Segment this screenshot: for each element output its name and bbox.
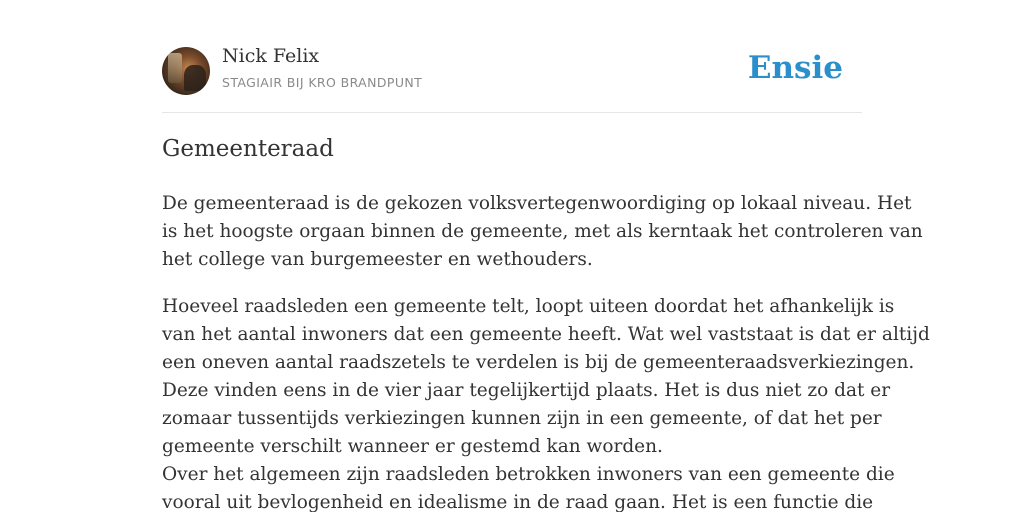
avatar-highlight: [168, 53, 182, 83]
article-title: Gemeenteraad: [162, 136, 334, 162]
author-role: STAGIAIR BIJ KRO BRANDPUNT: [222, 75, 423, 90]
ensie-logo[interactable]: Ensie: [747, 50, 843, 86]
avatar-figure: [184, 65, 206, 91]
paragraph-line: het college van burgemeester en wethouders.: [162, 249, 593, 270]
paragraph-line: van het aantal inwoners dat een gemeente heeft. Wat wel vaststaat is dat er altijd: [162, 324, 930, 345]
article-card: [162, 0, 930, 512]
author-name[interactable]: Nick Felix: [222, 45, 320, 67]
paragraph-line: Deze vinden eens in de vier jaar tegelijkertijd plaats. Het is dus niet zo dat er: [162, 380, 891, 401]
paragraph-2: [162, 293, 930, 512]
avatar[interactable]: [162, 47, 210, 95]
paragraph-line: De gemeenteraad is de gekozen volksvertegenwoordiging op lokaal niveau. Het: [162, 193, 912, 214]
paragraph-line: Hoeveel raadsleden een gemeente telt, loopt uiteen doordat het afhankelijk is: [162, 296, 895, 317]
paragraph-line: vooral uit bevlogenheid en idealisme in de raad gaan. Het is een functie die: [162, 492, 874, 512]
paragraph-line: is het hoogste orgaan binnen de gemeente, met als kerntaak het controleren van: [162, 221, 923, 242]
author-header: [162, 0, 862, 113]
paragraph-line: gemeente verschilt wanneer er gestemd kan worden.: [162, 436, 663, 457]
paragraph-line: Over het algemeen zijn raadsleden betrokken inwoners van een gemeente die: [162, 464, 895, 485]
paragraph-line: zomaar tussentijds verkiezingen kunnen zijn in een gemeente, of dat het per: [162, 408, 882, 429]
paragraph-line: een oneven aantal raadszetels te verdelen is bij de gemeenteraadsverkiezingen.: [162, 352, 915, 373]
paragraph-1: [162, 190, 923, 274]
